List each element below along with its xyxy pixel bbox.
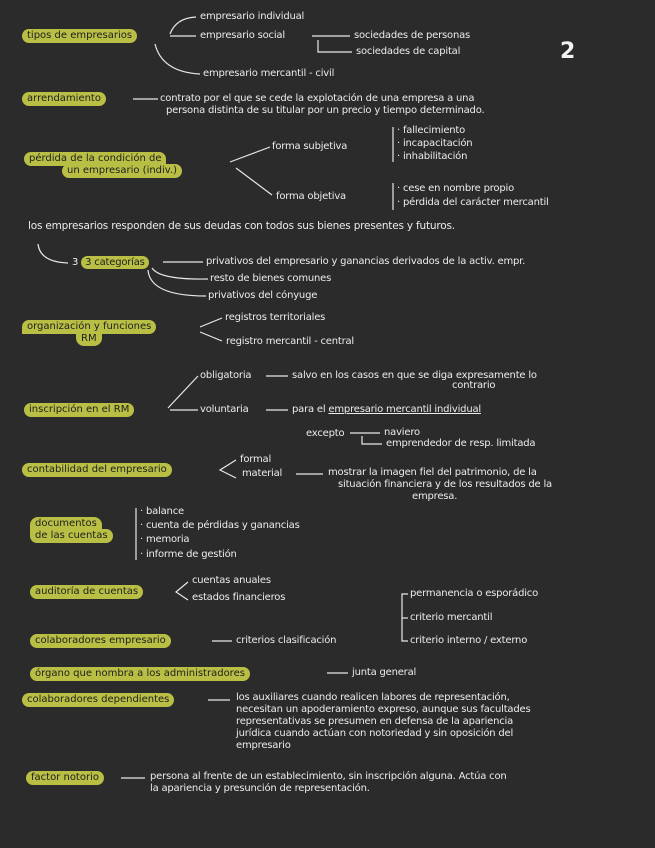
factor-label: factor notorio: [26, 771, 104, 785]
documentos-label: de las cuentas: [30, 529, 113, 543]
page-number: 2: [560, 39, 576, 64]
brace-line: [220, 460, 236, 478]
arrendamiento-label: arrendamiento: [22, 92, 106, 106]
documentos-label: documentos: [30, 517, 102, 531]
criterios-label: criterios clasificación: [236, 635, 337, 646]
contabilidad-label: contabilidad del empresario: [22, 463, 172, 477]
obligatoria-label: obligatoria: [200, 370, 252, 381]
documento-item: · balance: [140, 506, 184, 517]
forma-subjetiva: forma subjetiva: [272, 141, 348, 152]
arrow-line: [152, 268, 208, 279]
subjetiva-item: · incapacitación: [397, 138, 473, 149]
material-text: situación financiera y de los resultados de la: [338, 479, 552, 490]
criterio-item: permanencia o esporádico: [410, 588, 539, 599]
arrow-line: [362, 436, 382, 444]
factor-text: la apariencia y presunción de representación.: [150, 783, 370, 794]
dependientes-text: jurídica cuando actúan con notoriedad y sin oposición del: [236, 728, 514, 739]
material-text: empresa.: [412, 491, 458, 502]
tipos-label: tipos de empresarios: [22, 29, 137, 43]
arrow-line: [155, 44, 200, 74]
auditoria-label: auditoría de cuentas: [30, 585, 143, 599]
arrow-line: [230, 147, 270, 162]
criterio-item: criterio mercantil: [410, 612, 493, 623]
categoria-item: privativos del empresario y ganancias derivados de la activ. empr.: [206, 256, 526, 267]
obligatoria-text: contrario: [452, 380, 496, 391]
brace-line: [176, 582, 188, 600]
tipo-item: empresario social: [200, 30, 285, 41]
arrendamiento-text: contrato por el que se cede la explotación de una empresa a una: [160, 93, 475, 104]
perdida-label: pérdida de la condición de: [24, 152, 166, 166]
tipo-item: empresario mercantil - civil: [203, 68, 335, 79]
dependientes-label: colaboradores dependientes: [22, 693, 174, 707]
voluntaria-label: voluntaria: [200, 404, 249, 415]
dependientes-text: representativas se presumen en defensa de la apariencia: [236, 716, 514, 727]
auditoria-item: estados financieros: [192, 592, 286, 603]
obligatoria-text: salvo en los casos en que se diga expresamente lo: [292, 370, 537, 381]
objetiva-item: · cese en nombre propio: [397, 183, 514, 194]
arrow-line: [38, 244, 68, 263]
organo-label: órgano que nombra a los administradores: [30, 667, 250, 681]
organizacion-item: registros territoriales: [225, 312, 326, 323]
colaboradores-label: colaboradores empresario: [30, 634, 171, 648]
voluntaria-text: para el empresario mercantil individual: [292, 404, 481, 415]
subjetiva-item: · inhabilitación: [397, 151, 468, 162]
criterio-item: criterio interno / externo: [410, 635, 528, 646]
excepto-item: naviero: [384, 427, 420, 438]
tipo-item: empresario individual: [200, 11, 305, 22]
arrow-line: [236, 168, 272, 195]
documento-item: · memoria: [140, 534, 190, 545]
social-item: sociedades de capital: [356, 46, 461, 57]
formal-label: formal: [240, 454, 272, 465]
auditoria-item: cuentas anuales: [192, 575, 271, 586]
forma-objetiva: forma objetiva: [276, 191, 346, 202]
arrendamiento-text: persona distinta de su titular por un precio y tiempo determinado.: [166, 105, 485, 116]
categoria-item: privativos del cónyuge: [208, 290, 318, 301]
arrow-line: [168, 376, 198, 408]
material-text: mostrar la imagen fiel del patrimonio, de la: [328, 467, 537, 478]
categoria-item: resto de bienes comunes: [210, 273, 332, 284]
inscripcion-label: inscripción en el RM: [24, 403, 134, 417]
organizacion-label: organización y funciones: [22, 320, 156, 334]
arrow-line: [318, 40, 352, 52]
arrow-line: [200, 318, 222, 327]
arrow-line: [148, 270, 206, 296]
arrow-line: [170, 17, 196, 34]
social-item: sociedades de personas: [354, 30, 471, 41]
factor-text: persona al frente de un establecimiento, sin inscripción alguna. Actúa con: [150, 771, 507, 782]
excepto-label: excepto: [306, 428, 345, 439]
organizacion-item: registro mercantil - central: [226, 336, 355, 347]
organo-value: junta general: [352, 667, 417, 678]
subjetiva-item: · fallecimiento: [397, 125, 466, 136]
dependientes-text: empresario: [236, 740, 291, 751]
organizacion-label: RM: [76, 332, 102, 346]
dependientes-text: los auxiliares cuando realicen labores de representación,: [236, 692, 510, 703]
responden-text: los empresarios responden de sus deudas con todos sus bienes presentes y futuros.: [28, 220, 455, 232]
categorias-label: 3 3 categorías: [72, 257, 149, 269]
material-label: material: [242, 468, 283, 479]
documento-item: · cuenta de pérdidas y ganancias: [140, 520, 300, 531]
dependientes-text: necesitan un apoderamiento expreso, aunque sus facultades: [236, 704, 531, 715]
arrow-line: [200, 332, 222, 341]
objetiva-item: · pérdida del carácter mercantil: [397, 197, 549, 208]
excepto-item: emprendedor de resp. limitada: [386, 438, 536, 449]
documento-item: · informe de gestión: [140, 549, 237, 560]
perdida-label: un empresario (indiv.): [62, 164, 182, 178]
